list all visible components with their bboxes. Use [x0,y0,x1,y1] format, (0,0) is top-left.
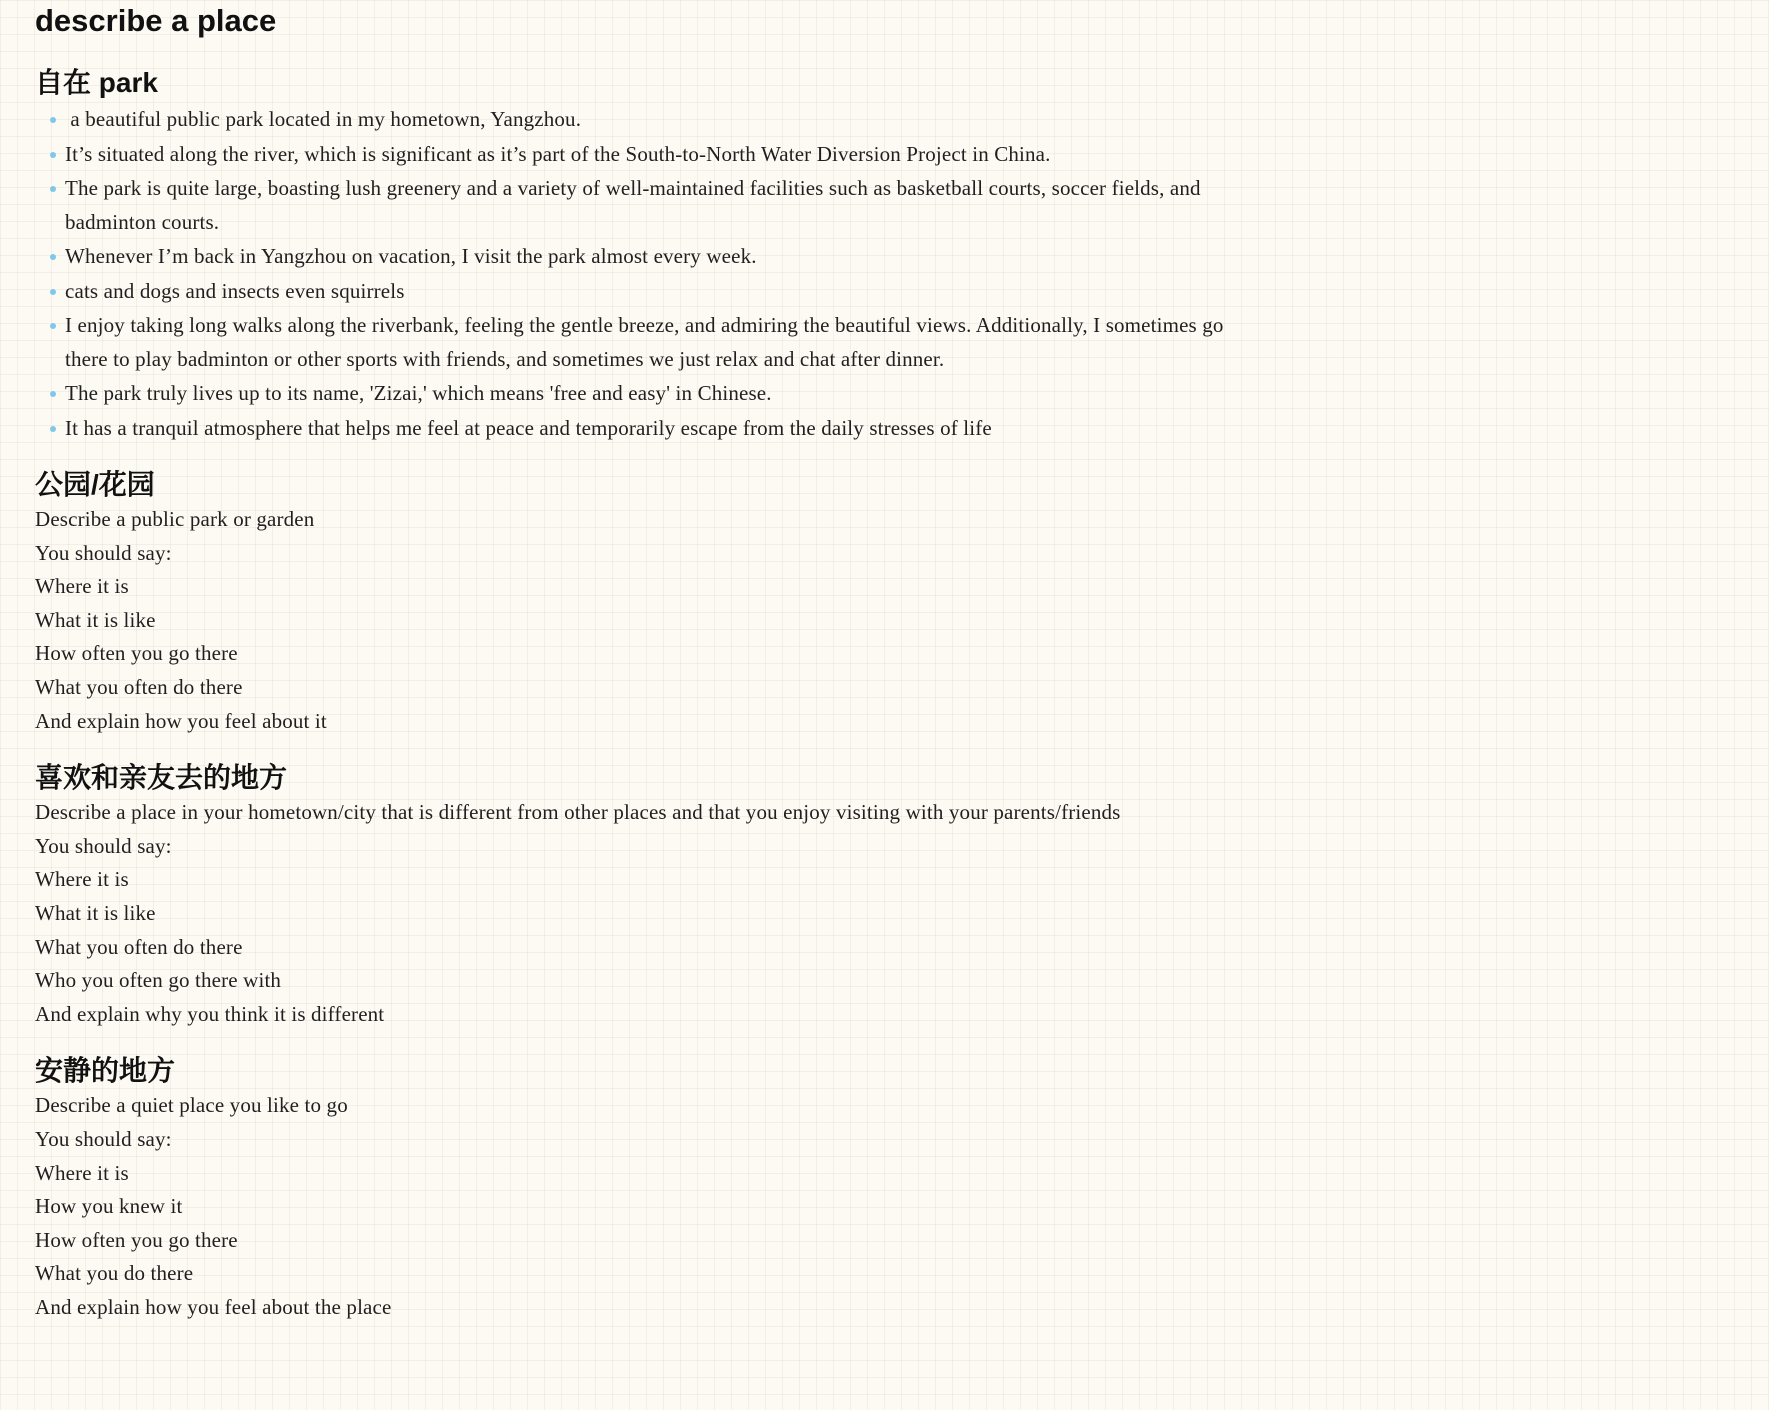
prompt-line: You should say: [35,540,172,565]
list-item [35,171,1215,239]
list-item-text: The park is quite large, boasting lush greenery and a variety of well-maintained facilities such as basketball courts, soccer fields, and badminton courts. [65,176,1201,234]
list-item-text: It’s situated along the river, which is significant as it’s part of the South-to-North Water Diversion Project in China. [65,141,1051,166]
section-public-park-garden [35,467,1235,738]
prompt-line: Describe a quiet place you like to go [35,1093,348,1118]
prompt-line: How often you go there [35,1227,238,1252]
prompt-line: What it is like [35,607,156,632]
list-item-text: cats and dogs and insects even squirrels [65,278,405,303]
prompt-line: Who you often go there with [35,968,282,993]
bullet-dot-icon [50,426,56,432]
prompt-line: You should say: [35,833,172,858]
section-heading: 安静的地方 [35,1055,176,1087]
list-item-text: I enjoy taking long walks along the riverbank, feeling the gentle breeze, and admiring the beautiful views. Additionally, I sometimes go there to play badminton or other sports with friends, and sometimes we just relax and chat after dinner. [65,313,1224,371]
prompt-line: What you do there [35,1261,194,1286]
section-zizai-park [35,65,1235,445]
prompt-line: Where it is [35,574,129,599]
list-item-text: It has a tranquil atmosphere that helps me feel at peace and temporarily escape from the daily stresses of life [65,415,992,440]
bullet-list [35,102,1235,445]
list-item [35,411,1235,446]
bullet-dot-icon [50,117,56,123]
prompt-line: What you often do there [35,674,243,699]
list-item [35,376,1235,411]
prompt-line: Where it is [35,867,129,892]
prompt-line: How you knew it [35,1194,183,1219]
prompt-line: And explain how you feel about it [35,708,327,733]
prompt-line: And explain why you think it is different [35,1001,385,1026]
list-item [35,308,1260,376]
bullet-dot-icon [50,391,56,397]
bullet-dot-icon [50,254,56,260]
section-heading: 自在 park [35,67,158,98]
prompt-line: Describe a place in your hometown/city that is different from other places and that you enjoy visiting with your parents/friends [35,800,1121,825]
prompt-line: What it is like [35,900,156,925]
list-item-text: The park truly lives up to its name, 'Zizai,' which means 'free and easy' in Chinese. [65,381,772,405]
section-quiet-place [35,1053,1235,1324]
list-item [35,137,1235,172]
bullet-dot-icon [50,289,56,295]
prompt-line: Where it is [35,1160,129,1185]
list-item [35,102,1235,137]
list-item-text: a beautiful public park located in my hometown, Yangzhou. [65,107,582,131]
page-title: describe a place [35,3,277,38]
list-item [35,274,1235,309]
prompt-line: You should say: [35,1126,172,1151]
list-item [35,239,1235,274]
section-heading: 喜欢和亲友去的地方 [35,762,288,794]
bullet-dot-icon [50,152,56,158]
list-item-text: Whenever I’m back in Yangzhou on vacation, I visit the park almost every week. [65,244,757,268]
prompt-line: How often you go there [35,641,238,666]
section-place-with-friends [35,760,1235,1031]
section-heading: 公园/花园 [35,469,155,500]
prompt-line: What you often do there [35,934,243,959]
prompt-line: Describe a public park or garden [35,507,315,531]
prompt-line: And explain how you feel about the place [35,1294,392,1319]
bullet-dot-icon [50,323,56,329]
bullet-dot-icon [50,186,56,192]
